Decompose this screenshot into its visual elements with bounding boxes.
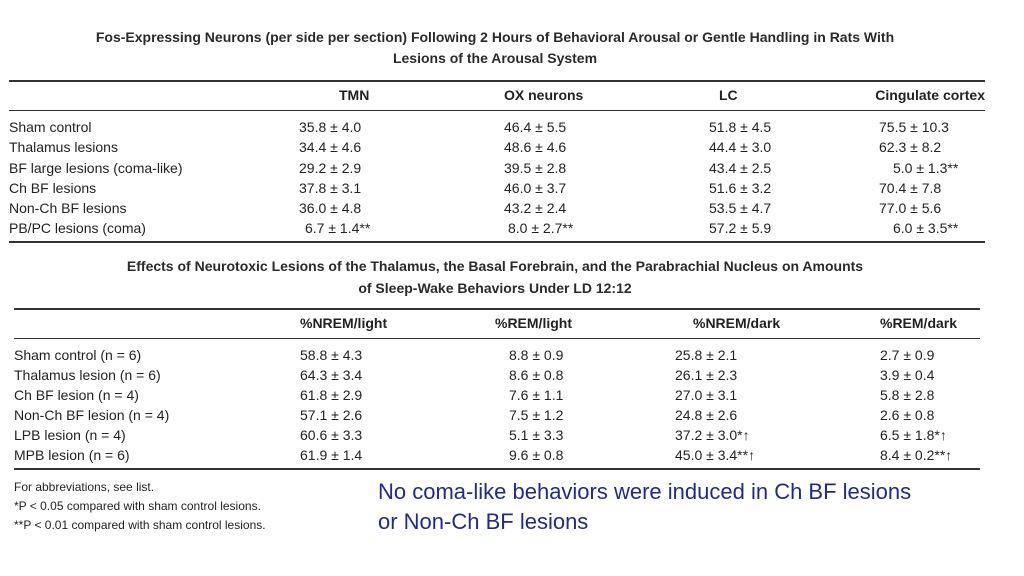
table1-header-cell: TMN: [339, 87, 370, 103]
row-label: Ch BF lesions: [9, 179, 97, 196]
table-cell: 46.0 ± 3.7: [504, 179, 567, 196]
table2-header-row: [14, 313, 980, 333]
table-cell: 29.2 ± 2.9: [299, 159, 362, 176]
table-cell: 46.4 ± 5.5: [504, 119, 567, 136]
footnote: *P < 0.05 compared with sham control lesions.: [14, 499, 261, 513]
table-cell: 57.1 ± 2.6: [300, 407, 363, 423]
annotation-line: No coma-like behaviors were induced in Ch BF lesions: [378, 479, 912, 504]
table-cell: 37.8 ± 3.1: [299, 179, 362, 196]
table1-header-cell: Cingulate cortex: [875, 87, 985, 103]
annotation-line: or Non-Ch BF lesions: [378, 509, 589, 534]
row-label: Non-Ch BF lesions: [9, 199, 127, 216]
table-cell: 8.0 ± 2.7**: [508, 220, 574, 237]
table-row: [9, 198, 985, 218]
table-row: [14, 405, 980, 425]
row-label: MPB lesion (n = 6): [14, 447, 130, 463]
table2-header-cell: %REM/dark: [880, 315, 958, 331]
table-cell: 51.6 ± 3.2: [709, 179, 772, 196]
table-cell: 60.6 ± 3.3: [300, 427, 363, 443]
table2-bottom-rule: [14, 468, 980, 470]
table-cell: 70.4 ± 7.8: [879, 179, 942, 196]
table-row: [9, 137, 985, 157]
table-row: [9, 117, 985, 137]
table-cell: 62.3 ± 8.2: [879, 139, 942, 156]
table-cell: 9.6 ± 0.8: [509, 447, 564, 463]
table-cell: 7.5 ± 1.2: [509, 407, 564, 423]
table1-title-line1: Fos-Expressing Neurons (per side per section) Following 2 Hours of Behavioral Arousal or Gentle Handling in Rats With: [95, 29, 895, 45]
table-cell: 25.8 ± 2.1: [675, 347, 738, 363]
row-label: PB/PC lesions (coma): [9, 220, 146, 237]
table-row: [14, 385, 980, 405]
table2-footnotes: [14, 478, 266, 535]
table2-header-cell: %NREM/light: [300, 315, 388, 331]
table-row: [14, 425, 980, 445]
table-cell: 35.8 ± 4.0: [299, 119, 362, 136]
table-cell: 75.5 ± 10.3: [879, 119, 949, 136]
table-cell: 8.8 ± 0.9: [509, 347, 564, 363]
table-cell: 27.0 ± 3.1: [675, 387, 738, 403]
table2-header-cell: [14, 313, 300, 333]
table-cell: 3.9 ± 0.4: [880, 367, 935, 383]
table-cell: 24.8 ± 2.6: [675, 407, 738, 423]
table-cell: 45.0 ± 3.4**↑: [675, 447, 756, 463]
row-label: Sham control: [9, 119, 92, 136]
row-label: Sham control (n = 6): [14, 347, 142, 363]
table1-bottom-rule: [9, 241, 985, 243]
table-cell: 2.6 ± 0.8: [880, 407, 935, 423]
table1-header-row: [9, 85, 985, 105]
row-label: Ch BF lesion (n = 4): [14, 387, 139, 403]
table-cell: 26.1 ± 2.3: [675, 367, 738, 383]
table-cell: 57.2 ± 5.9: [709, 220, 772, 237]
table-cell: 77.0 ± 5.6: [879, 199, 942, 216]
table-row: [14, 345, 980, 365]
table-cell: 2.7 ± 0.9: [880, 347, 935, 363]
table1-header-cell: [9, 85, 299, 105]
footnote: For abbreviations, see list.: [14, 480, 155, 494]
table-cell: 8.4 ± 0.2**↑: [880, 447, 953, 463]
table-cell: 6.0 ± 3.5**: [893, 220, 959, 237]
table2-title-line2: of Sleep-Wake Behaviors Under LD 12:12: [358, 280, 632, 296]
table1-top-rule: [9, 80, 985, 82]
table2-header-cell: %NREM/dark: [693, 315, 781, 331]
row-label: Thalamus lesion (n = 6): [14, 367, 161, 383]
table-cell: 61.9 ± 1.4: [300, 447, 363, 463]
table-cell: 51.8 ± 4.5: [709, 119, 772, 136]
table-row: [14, 445, 980, 465]
annotation-note: [378, 477, 911, 537]
table-cell: 6.7 ± 1.4**: [305, 220, 371, 237]
footnote: **P < 0.01 compared with sham control lesions.: [14, 518, 266, 532]
table2-header-cell: %REM/light: [495, 315, 572, 331]
table-cell: 43.2 ± 2.4: [504, 199, 567, 216]
table-cell: 5.1 ± 3.3: [509, 427, 564, 443]
table-cell: 53.5 ± 4.7: [709, 199, 772, 216]
table-row: [9, 218, 985, 238]
table1-header-cell: LC: [719, 87, 738, 103]
table-cell: 61.8 ± 2.9: [300, 387, 363, 403]
row-label: LPB lesion (n = 4): [14, 427, 126, 443]
table-cell: 8.6 ± 0.8: [509, 367, 564, 383]
table2-title-line1: Effects of Neurotoxic Lesions of the Thalamus, the Basal Forebrain, and the Parabrachial Nucleus on Amounts: [126, 258, 864, 274]
table1-title-line2: Lesions of the Arousal System: [392, 50, 598, 66]
table-cell: 7.6 ± 1.1: [509, 387, 564, 403]
table-cell: 58.8 ± 4.3: [300, 347, 363, 363]
table-row: [9, 158, 985, 178]
table-cell: 44.4 ± 3.0: [709, 139, 772, 156]
table1: [9, 85, 985, 238]
table-cell: 6.5 ± 1.8*↑: [880, 427, 947, 443]
row-label: Thalamus lesions: [9, 139, 118, 156]
table-cell: 64.3 ± 3.4: [300, 367, 363, 383]
table-cell: 43.4 ± 2.5: [709, 159, 772, 176]
table-row: [9, 178, 985, 198]
row-label: BF large lesions (coma-like): [9, 159, 183, 176]
table-cell: 36.0 ± 4.8: [299, 199, 362, 216]
table2: [14, 313, 980, 465]
table-cell: 5.8 ± 2.8: [880, 387, 935, 403]
table-cell: 5.0 ± 1.3**: [893, 159, 959, 176]
table-row: [14, 365, 980, 385]
table-cell: 34.4 ± 4.6: [299, 139, 362, 156]
row-label: Non-Ch BF lesion (n = 4): [14, 407, 170, 423]
table1-header-cell: OX neurons: [504, 87, 584, 103]
table2-top-rule: [14, 308, 980, 310]
table-cell: 48.6 ± 4.6: [504, 139, 567, 156]
table-cell: 39.5 ± 2.8: [504, 159, 567, 176]
table-cell: 37.2 ± 3.0*↑: [675, 427, 750, 443]
